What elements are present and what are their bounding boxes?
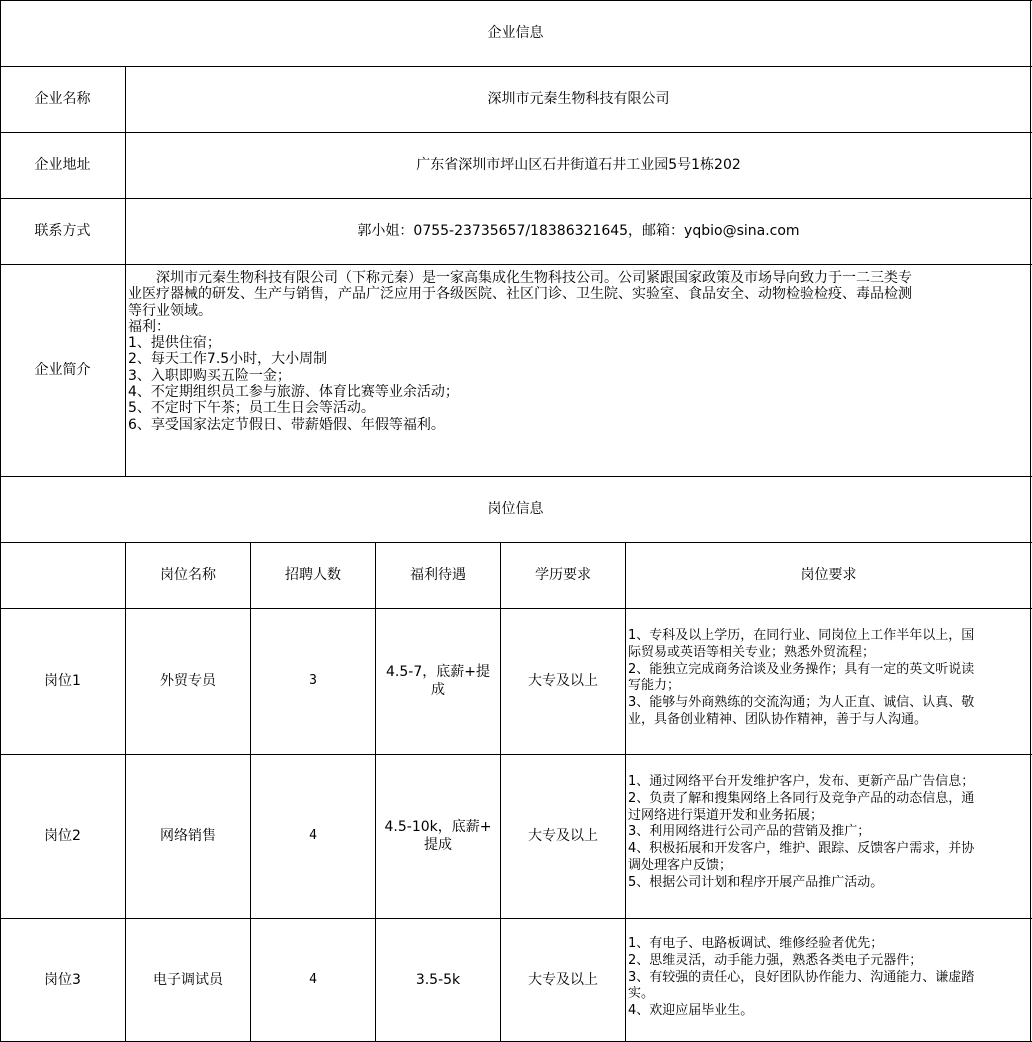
company-info-title: 企业信息 — [487, 25, 544, 41]
job-count: 4 — [309, 828, 317, 843]
intro-line: 2、每天工作7.5小时，大小周制 — [128, 351, 328, 368]
job-salary — [376, 608, 500, 754]
salary-line: 提成 — [424, 837, 452, 853]
req-line: 2、负责了解和搜集网络上各同行及竞争产品的动态信息，通 — [628, 790, 975, 806]
job-education: 大专及以上 — [528, 971, 598, 988]
company-intro-text — [128, 270, 1028, 433]
req-line: 实。 — [628, 986, 655, 1002]
req-line: 写能力； — [628, 678, 681, 694]
header-job-name: 岗位名称 — [160, 567, 216, 583]
job-requirements — [628, 628, 1028, 729]
job-salary — [376, 754, 500, 918]
salary-line: 4.5-7，底薪+提 — [386, 664, 490, 680]
job-id: 岗位3 — [44, 971, 81, 988]
header-education: 学历要求 — [535, 567, 591, 583]
req-line: 际贸易或英语等相关专业；熟悉外贸流程； — [628, 644, 876, 660]
req-line: 1、专科及以上学历，在同行业、同岗位上工作半年以上，国 — [628, 628, 975, 643]
salary-line: 成 — [431, 682, 445, 698]
intro-line: 等行业领域。 — [128, 302, 212, 319]
req-line: 业，具备创业精神、团队协作精神，善于与人沟通。 — [628, 711, 928, 727]
req-line: 调处理客户反馈； — [628, 857, 733, 873]
job-count: 3 — [309, 673, 317, 688]
company-address-label: 企业地址 — [34, 157, 91, 173]
company-contact-label: 联系方式 — [34, 223, 91, 239]
intro-line: 6、享受国家法定节假日、带薪婚假、年假等福利。 — [128, 416, 445, 433]
header-requirements: 岗位要求 — [800, 567, 857, 583]
header-count: 招聘人数 — [285, 567, 341, 583]
req-line: 1、有电子、电路板调试、维修经验者优先； — [628, 936, 884, 951]
req-line: 过网络进行渠道开发和业务拓展； — [628, 807, 824, 823]
req-line: 3、有较强的责任心，良好团队协作能力、沟通能力、谦虚踏 — [628, 969, 975, 985]
intro-line: 1、提供住宿； — [128, 335, 221, 352]
req-line: 4、欢迎应届毕业生。 — [628, 1003, 754, 1019]
job-name: 电子调试员 — [153, 971, 223, 988]
header-benefits: 福利待遇 — [410, 567, 466, 583]
job-id: 岗位2 — [44, 828, 81, 844]
company-address-value: 广东省深圳市坪山区石井街道石井工业园5号1栋202 — [416, 157, 741, 173]
job-count: 4 — [309, 971, 317, 987]
company-contact-value: 郭小姐：0755-23735657/18386321645，邮箱：yqbio@sina.com — [357, 223, 800, 239]
company-intro-label: 企业简介 — [34, 362, 91, 378]
req-line: 2、能独立完成商务洽谈及业务操作；具有一定的英文听说读 — [628, 661, 975, 677]
intro-line: 业医疗器械的研发、生产与销售，产品广泛应用于各级医院、社区门诊、卫生院、实验室、食品安全、动物检验检疫、毒品检测 — [128, 286, 912, 303]
jobs-info-title: 岗位信息 — [487, 501, 544, 517]
job-name: 外贸专员 — [160, 673, 216, 689]
req-line: 3、利用网络进行公司产品的营销及推广； — [628, 824, 871, 840]
intro-line: 福利： — [128, 318, 170, 335]
req-line: 3、能够与外商熟练的交流沟通；为人正直、诚信、认真、敬 — [628, 695, 975, 711]
intro-line: 深圳市元秦生物科技有限公司（下称元秦）是一家高集成化生物科技公司。公司紧跟国家政策及市场导向致力于一二三类专 — [128, 270, 912, 286]
job-requirements — [628, 774, 1028, 892]
job-education: 大专及以上 — [528, 828, 598, 844]
intro-line: 3、入职即购买五险一金； — [128, 367, 291, 384]
company-name-label: 企业名称 — [34, 91, 91, 107]
salary-line: 4.5-10k，底薪+ — [384, 819, 492, 835]
intro-line: 5、不定时下午茶；员工生日会等活动。 — [128, 400, 375, 417]
job-id: 岗位1 — [44, 673, 81, 689]
job-requirements — [628, 936, 1028, 1020]
req-line: 4、积极拓展和开发客户，维护、跟踪、反馈客户需求，并协 — [628, 841, 975, 857]
job-education: 大专及以上 — [528, 673, 598, 689]
company-name-value: 深圳市元秦生物科技有限公司 — [487, 91, 670, 107]
job-name: 网络销售 — [160, 828, 216, 844]
req-line: 2、思维灵活，动手能力强，熟悉各类电子元器件； — [628, 952, 923, 968]
req-line: 5、根据公司计划和程序开展产品推广活动。 — [628, 874, 884, 890]
req-line: 1、通过网络平台开发维护客户，发布、更新产品广告信息； — [628, 774, 975, 789]
intro-line: 4、不定期组织员工参与旅游、体育比赛等业余活动； — [128, 384, 459, 401]
job-salary: 3.5-5k — [415, 971, 461, 988]
